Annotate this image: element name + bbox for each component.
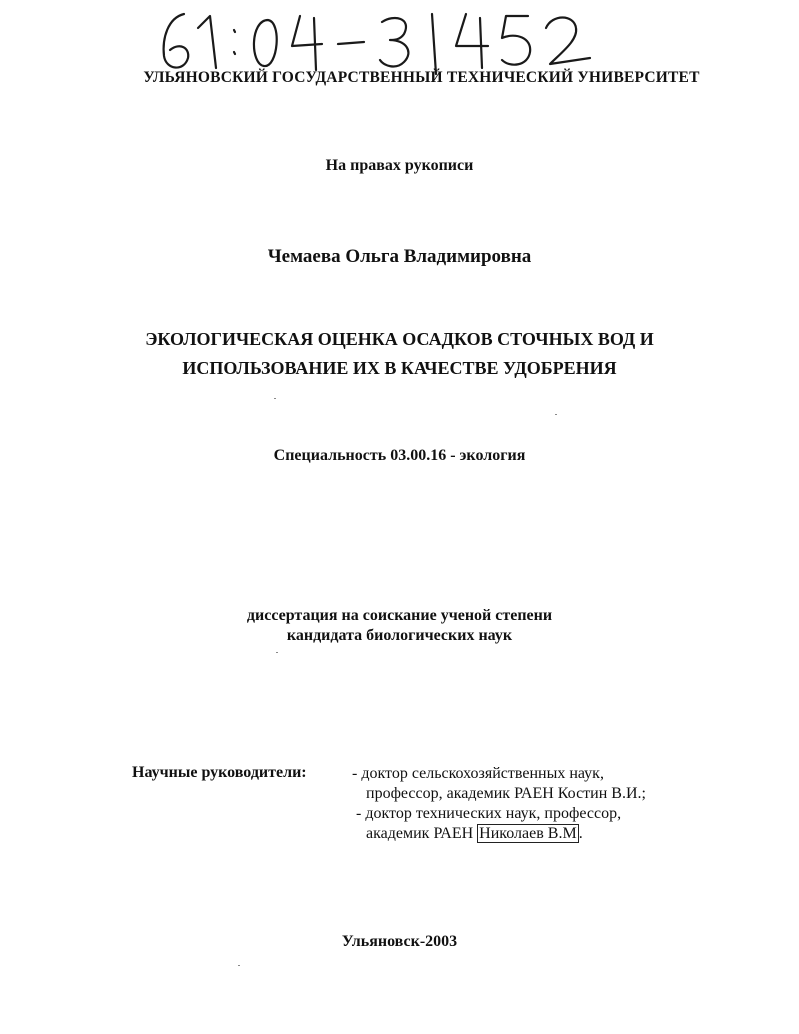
speciality: Специальность 03.00.16 - экология bbox=[273, 447, 526, 464]
supervisor-line-3: - доктор технических наук, профессор, bbox=[356, 805, 622, 822]
degree-statement bbox=[0, 606, 799, 646]
supervisor-line-4-suffix: . bbox=[578, 825, 583, 842]
supervisor-line-4-prefix: академик РАЕН bbox=[366, 825, 478, 842]
supervisors-label: Научные руководители: bbox=[132, 764, 307, 781]
handwritten-code-drawing bbox=[150, 8, 610, 76]
author-name: Чемаева Ольга Владимировна bbox=[267, 246, 532, 267]
handwritten-catalog-number bbox=[150, 8, 610, 76]
supervisor-line-4 bbox=[352, 824, 646, 844]
supervisor-line-2: профессор, академик РАЕН Костин В.И.; bbox=[366, 785, 646, 802]
title-line-1: ЭКОЛОГИЧЕСКАЯ ОЦЕНКА ОСАДКОВ СТОЧНЫХ ВОД И bbox=[145, 329, 654, 349]
university-name: УЛЬЯНОВСКИЙ ГОСУДАРСТВЕННЫЙ ТЕХНИЧЕСКИЙ УНИВЕРСИТЕТ bbox=[143, 69, 700, 86]
supervisor-line-1: - доктор сельскохозяйственных наук, bbox=[352, 765, 604, 782]
scan-speck bbox=[276, 652, 278, 653]
dissertation-title bbox=[0, 325, 799, 383]
scan-speck bbox=[555, 414, 557, 415]
degree-line-1: диссертация на соискание ученой степени bbox=[246, 607, 553, 624]
supervisors-list bbox=[352, 764, 646, 844]
scan-speck bbox=[238, 965, 240, 966]
supervisor-name-boxed: Николаев В.М bbox=[479, 825, 577, 842]
city-year: Ульяновск-2003 bbox=[341, 933, 458, 950]
title-line-2: ИСПОЛЬЗОВАНИЕ ИХ В КАЧЕСТВЕ УДОБРЕНИЯ bbox=[182, 358, 617, 378]
manuscript-rights-note: На правах рукописи bbox=[325, 157, 474, 174]
degree-line-2: кандидата биологических наук bbox=[286, 627, 513, 644]
scan-speck bbox=[274, 398, 276, 399]
